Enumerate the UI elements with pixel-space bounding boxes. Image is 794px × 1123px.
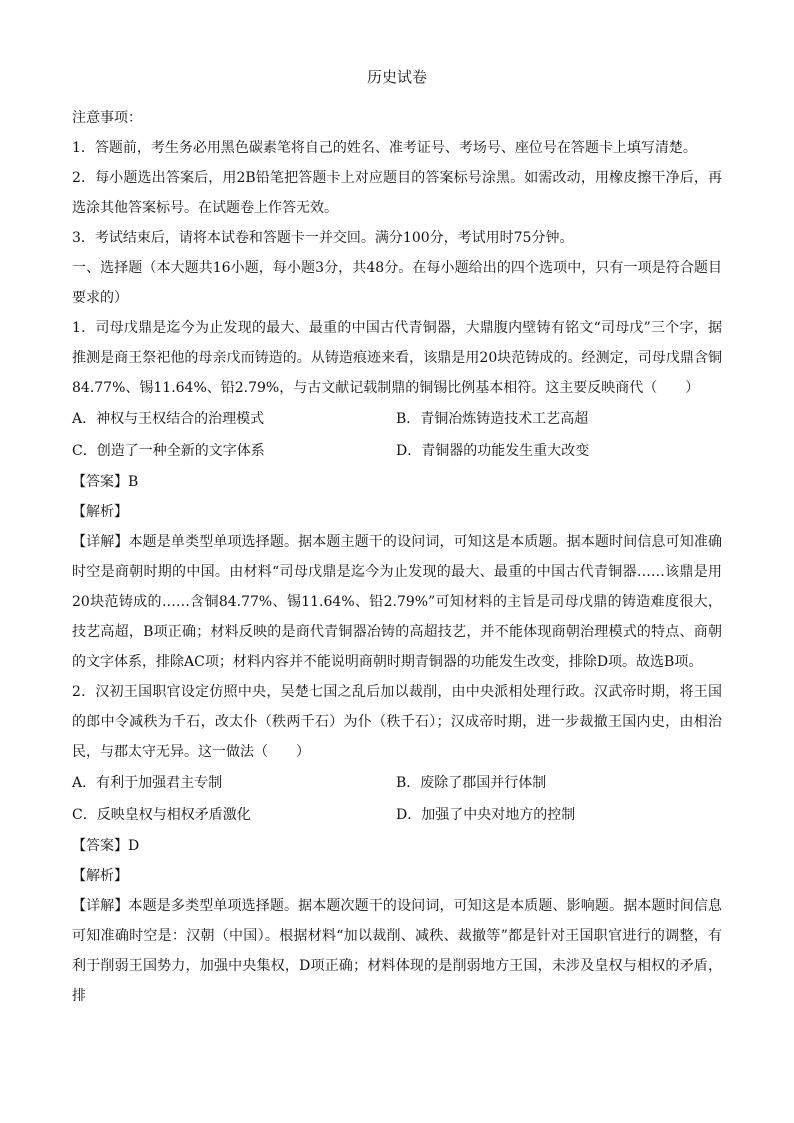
- notice-item-1: 1．答题前，考生务必用黑色碳素笔将自己的姓名、准考证号、考场号、座位号在答题卡上填写清楚。: [72, 140, 697, 156]
- question-1-stem: 1．司母戊鼎是迄今为止发现的最大、最重的中国古代青铜器，大鼎腹内壁铸有铭文“司母戊”三个字，据推测是商王祭祀他的母亲戊而铸造的。从铸造痕迹来看，该鼎是用20块范铸成的。经测定，司母戊鼎含铜84.77%、锡11.64%、铅2.79%，与古文献记载制鼎的铜锡比例基本相符。这主要反映商代（ ）: [72, 320, 722, 396]
- question-2-option-d: D．加强了中央对地方的控制: [396, 807, 576, 823]
- question-2-option-c: C．反映皇权与相权矛盾激化: [72, 807, 251, 823]
- question-1-option-b: B．青铜冶炼铸造技术工艺高超: [396, 411, 589, 427]
- question-2-option-a: A．有利于加强君主专制: [72, 775, 223, 791]
- question-1-options: [72, 403, 722, 467]
- question-2-analysis-label: 【解析】: [72, 868, 128, 884]
- question-1-answer: 【答案】B: [72, 474, 139, 490]
- notice-heading: 注意事项：: [72, 110, 142, 126]
- section-heading: 一、选择题（本大题共16小题，每小题3分，共48分。在每小题给出的四个选项中，只有一项是符合题目要求的）: [72, 260, 722, 306]
- question-1-option-c: C．创造了一种全新的文字体系: [72, 443, 265, 459]
- page-title: 历史试卷: [366, 68, 427, 86]
- question-1-option-d: D．青铜器的功能发生重大改变: [396, 443, 590, 459]
- question-1-analysis-label: 【解析】: [72, 504, 128, 520]
- question-1-detail: 【详解】本题是单类型单项选择题。据本题主题干的设问词，可知这是本质题。据本题时间信息可知准确时空是商朝时期的中国。由材料“司母戊鼎是迄今为止发现的最大、最重的中国古代青铜器……该鼎是用20块范铸成的……含铜84.77%、锡11.64%、铅2.79%”可知材料的主旨是司母戊鼎的铸造难度很大，技艺高超，B项正确；材料反映的是商代青铜器冶铸的高超技艺，并不能体现商朝治理模式的特点、商朝的文字体系，排除AC项；材料内容并不能说明商朝时期青铜器的功能发生改变，排除D项。故选B项。: [72, 534, 722, 670]
- notice-item-3: 3．考试结束后，请将本试卷和答题卡一并交回。满分100分，考试用时75分钟。: [72, 230, 574, 246]
- question-1-option-a: A．神权与王权结合的治理模式: [72, 411, 265, 427]
- notice-item-2: 2．每小题选出答案后，用2B铅笔把答题卡上对应题目的答案标号涂黑。如需改动，用橡皮擦干净后，再选涂其他答案标号。在试题卷上作答无效。: [72, 170, 722, 216]
- question-2-option-b: B．废除了郡国并行体制: [396, 775, 547, 791]
- question-2-answer: 【答案】D: [72, 838, 140, 854]
- question-2-stem: 2．汉初王国职官设定仿照中央，吴楚七国之乱后加以裁削，由中央派相处理行政。汉武帝时期，将王国的郎中令减秩为千石，改太仆（秩两千石）为仆（秩千石）；汉成帝时期，进一步裁撤王国内史，由相治民，与郡太守无异。这一做法（ ）: [72, 684, 722, 760]
- question-2-options: [72, 767, 722, 831]
- question-2-detail: 【详解】本题是多类型单项选择题。据本题次题干的设问词，可知这是本质题、影响题。据本题时间信息可知准确时空是：汉朝（中国）。根据材料“加以裁削、减秩、裁撤等”都是针对王国职官进行的调整，有利于削弱王国势力，加强中央集权，D项正确；材料体现的是削弱地方王国，未涉及皇权与相权的矛盾，排: [72, 898, 722, 1004]
